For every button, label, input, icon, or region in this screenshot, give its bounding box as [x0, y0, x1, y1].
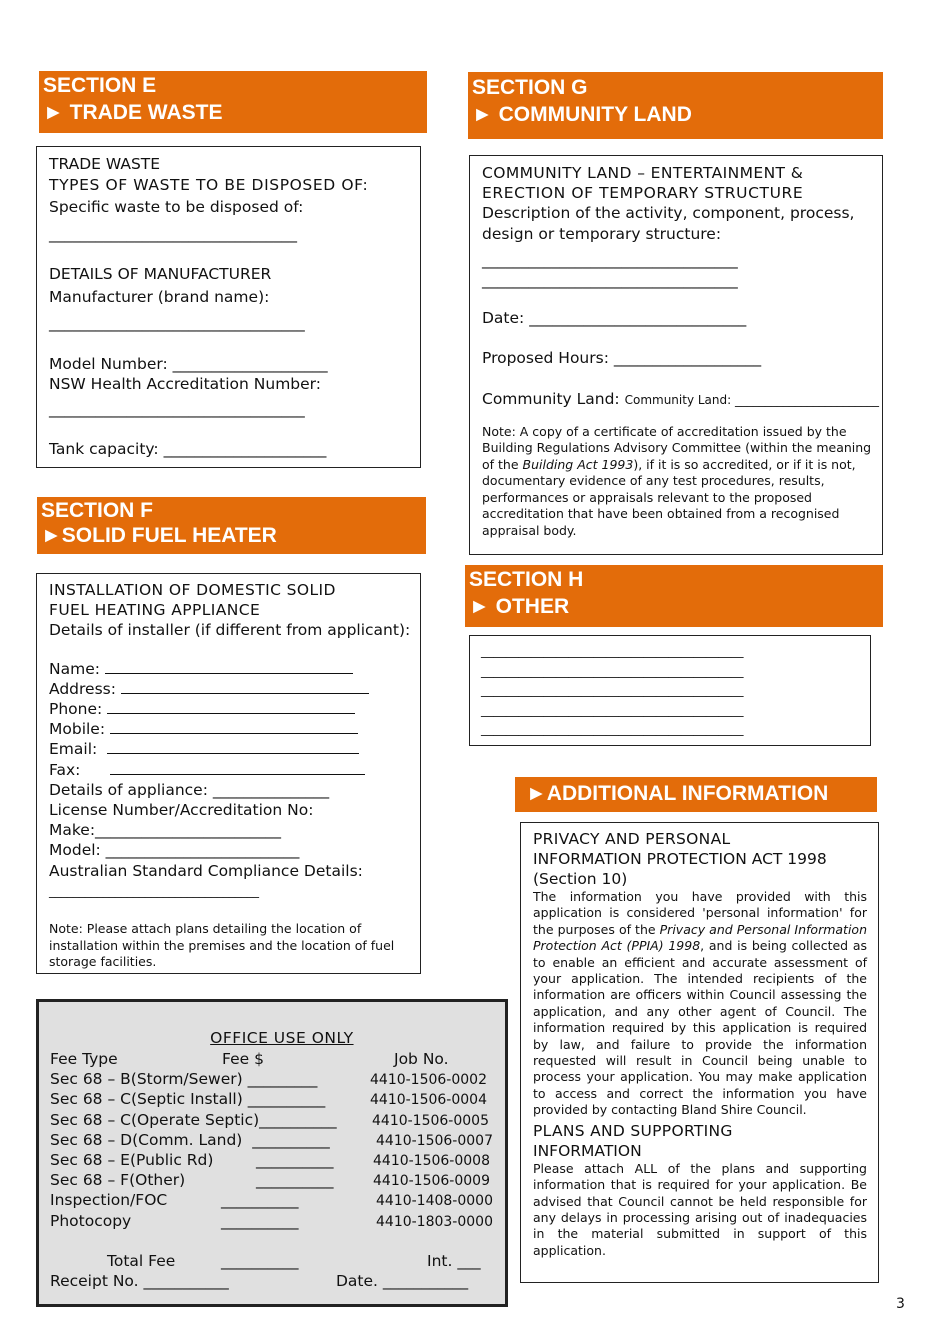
fee-row-type: Photocopy — [50, 1212, 132, 1230]
community-note — [482, 424, 874, 540]
other-line[interactable]: __________________________________________ — [481, 721, 744, 737]
plans-text: Please attach ALL of the plans and supporting information that is required for your application. Be advised that Council cannot be held responsible for any delays in processing arising out of inadequacies in the material submitted in support of this application. — [533, 1160, 867, 1258]
plans-title-2: INFORMATION — [533, 1141, 642, 1160]
standard-field[interactable]: ___________________________________ — [49, 883, 259, 898]
installer-fax-field[interactable] — [49, 760, 411, 780]
section-f-subtitle: ►SOLID FUEL HEATER — [41, 524, 277, 547]
other-line[interactable]: __________________________________________ — [481, 682, 744, 698]
installer-email-field[interactable] — [49, 739, 411, 759]
community-land-field[interactable]: Community Land: Community Land: ________________________ — [482, 389, 879, 408]
community-note-text: Note: A copy of a certificate of accreditation issued by the Building Regulations Advisory Committee (within the meaning of the — [482, 423, 872, 472]
community-title-1: COMMUNITY LAND – ENTERTAINMENT & — [482, 164, 804, 182]
name-label: Name: — [49, 659, 100, 678]
fee-row-type: Sec 68 – F(Other) — [50, 1171, 186, 1189]
additional-info-header — [515, 777, 877, 812]
types-label: TYPES OF WASTE TO BE DISPOSED OF: — [49, 175, 369, 194]
description-label-2: design or temporary structure: — [482, 224, 722, 243]
fee-row-job: 4410-1506-0009 — [373, 1173, 490, 1189]
ppia-ref: Privacy and Personal Information Protection Act (PPIA) 1998 — [533, 921, 867, 954]
other-line[interactable]: __________________________________________ — [481, 701, 744, 717]
privacy-text-1: The information you have provided with this application is considered 'personal information' for the purposes of the — [533, 889, 867, 937]
community-title-2: ERECTION OF TEMPORARY STRUCTURE — [482, 184, 804, 203]
fee-row-fee[interactable]: __________ — [221, 1191, 299, 1209]
fee-row-type: Sec 68 – C(Septic Install) __________ — [50, 1090, 326, 1108]
section-g-title: SECTION G — [472, 76, 588, 99]
privacy-title-2: INFORMATION PROTECTION ACT 1998 — [533, 850, 827, 868]
standard-label: Australian Standard Compliance Details: — [49, 861, 363, 880]
int-field[interactable]: Int. ___ — [427, 1252, 481, 1270]
solid-fuel-title-1: INSTALLATION OF DOMESTIC SOLID — [49, 581, 336, 599]
phone-label: Phone: — [49, 700, 103, 719]
nsw-accreditation-label: NSW Health Accreditation Number: — [49, 375, 322, 393]
fee-row-job: 4410-1506-0004 — [370, 1092, 487, 1108]
nsw-accreditation-field[interactable]: _________________________________ — [49, 399, 305, 418]
col-fee-type: Fee Type — [50, 1050, 118, 1068]
description-field-1[interactable]: _________________________________ — [482, 250, 738, 269]
additional-info-box — [520, 822, 879, 1283]
other-line[interactable]: __________________________________________ — [481, 643, 744, 658]
appliance-details-field[interactable]: Details of appliance: _______________ — [49, 780, 330, 799]
privacy-title-3: (Section 10) — [533, 870, 628, 888]
installer-name-field[interactable] — [49, 659, 411, 679]
section-g-subtitle: ► COMMUNITY LAND — [472, 103, 692, 126]
total-fee-field[interactable]: __________ — [221, 1252, 299, 1270]
mobile-label: Mobile: — [49, 720, 106, 739]
fee-row-type: Sec 68 – C(Operate Septic)__________ — [50, 1111, 337, 1129]
specific-waste-field[interactable]: ________________________________ — [49, 224, 297, 243]
privacy-text — [533, 889, 867, 1119]
fee-row-fee[interactable]: __________ — [256, 1171, 334, 1189]
col-fee: Fee $ — [222, 1050, 264, 1068]
model-number-field[interactable]: Model Number: ____________________ — [49, 354, 328, 373]
plans-title-1: PLANS AND SUPPORTING — [533, 1121, 733, 1140]
section-h-header — [465, 565, 883, 627]
installer-phone-field[interactable] — [49, 699, 411, 719]
fee-row-fee[interactable]: __________ — [256, 1151, 334, 1169]
tank-capacity-field[interactable]: Tank capacity: _____________________ — [49, 440, 327, 458]
col-job: Job No. — [394, 1050, 449, 1068]
make-field[interactable]: Make:________________________ — [49, 821, 282, 840]
community-note-text-2: ), if it is so accredited, or if it is not, documentary evidence of any test procedures, results, performances or appraisals relevant to the proposed accreditation that have been obtained from a recognised appraisal body. — [482, 456, 856, 538]
section-g-header — [468, 72, 883, 139]
receipt-field[interactable]: Receipt No. ___________ — [50, 1272, 229, 1290]
section-f-header — [37, 497, 426, 554]
privacy-text-2: , and is being collected as to enable an efficient and accurate assessment of your application. The intended recipients of the information are officers within Council assessing the application, and any other agent of Council. The information required by this application is required by law, and failure to provide the information requested will result in Council being unable to process your application. You may make application to access and correct the information you have provided by contacting Bland Shire Council. — [533, 938, 867, 1118]
trade-waste-box — [36, 146, 421, 468]
office-date-field[interactable]: Date. ___________ — [336, 1272, 469, 1290]
section-e-header — [39, 71, 427, 133]
description-label-1: Description of the activity, component, process, — [482, 204, 855, 223]
fee-row-type: Inspection/FOC — [50, 1191, 168, 1209]
license-label: License Number/Accreditation No: — [49, 801, 314, 820]
model-field[interactable]: Model: _________________________ — [49, 841, 300, 860]
total-fee-label: Total Fee — [107, 1252, 176, 1270]
community-land-box — [469, 155, 883, 555]
community-land-blank: Community Land: ________________________ — [624, 392, 879, 407]
trade-waste-title: TRADE WASTE — [49, 155, 161, 173]
solid-fuel-title-2: FUEL HEATING APPLIANCE — [49, 601, 261, 620]
fee-row-job: 4410-1506-0008 — [373, 1153, 490, 1169]
installer-label: Details of installer (if different from applicant): — [49, 621, 411, 640]
fee-row-type: Sec 68 – B(Storm/Sewer) _________ — [50, 1070, 318, 1088]
page-number: 3 — [896, 1296, 905, 1312]
fee-row-job: 4410-1506-0002 — [370, 1072, 487, 1088]
section-e-subtitle: ► TRADE WASTE — [43, 101, 223, 124]
installer-address-field[interactable] — [49, 679, 411, 699]
proposed-hours-field[interactable]: Proposed Hours: ___________________ — [482, 349, 762, 368]
fee-row-job: 4410-1408-0000 — [376, 1193, 493, 1209]
description-field-2[interactable]: _________________________________ — [482, 271, 738, 290]
office-use-box — [36, 999, 508, 1307]
fee-row-type: Sec 68 – D(Comm. Land) __________ — [50, 1131, 330, 1149]
installer-mobile-field[interactable] — [49, 719, 411, 739]
specific-waste-label: Specific waste to be disposed of: — [49, 198, 304, 216]
address-label: Address: — [49, 679, 116, 698]
section-e-title: SECTION E — [43, 74, 157, 97]
manufacturer-label: Manufacturer (brand name): — [49, 287, 270, 306]
manufacturer-field[interactable]: _________________________________ — [49, 314, 305, 332]
fee-row-fee[interactable]: __________ — [221, 1212, 299, 1230]
other-box — [469, 635, 871, 746]
manufacturer-heading: DETAILS OF MANUFACTURER — [49, 265, 272, 283]
fee-row-job: 4410-1506-0007 — [376, 1133, 493, 1149]
solid-fuel-note: Note: Please attach plans detailing the location of installation within the premises and the location of fuel storage facilities. — [49, 921, 395, 970]
section-f-title: SECTION F — [41, 499, 154, 522]
fee-row-job: 4410-1803-0000 — [376, 1214, 493, 1230]
office-title: OFFICE USE ONLY — [210, 1029, 354, 1048]
other-line[interactable]: __________________________________________ — [481, 662, 744, 678]
community-date-field[interactable]: Date: ____________________________ — [482, 309, 747, 328]
additional-info-title: ►ADDITIONAL INFORMATION — [526, 782, 829, 805]
email-label: Email: — [49, 740, 98, 759]
section-h-subtitle: ► OTHER — [469, 595, 570, 618]
privacy-title-1: PRIVACY AND PERSONAL — [533, 830, 731, 848]
section-h-title: SECTION H — [469, 568, 584, 591]
building-act-ref: Building Act 1993 — [522, 456, 634, 472]
solid-fuel-box — [36, 573, 421, 974]
fax-label: Fax: — [49, 760, 81, 779]
fee-row-job: 4410-1506-0005 — [372, 1113, 489, 1129]
fee-row-type: Sec 68 – E(Public Rd) — [50, 1151, 214, 1169]
